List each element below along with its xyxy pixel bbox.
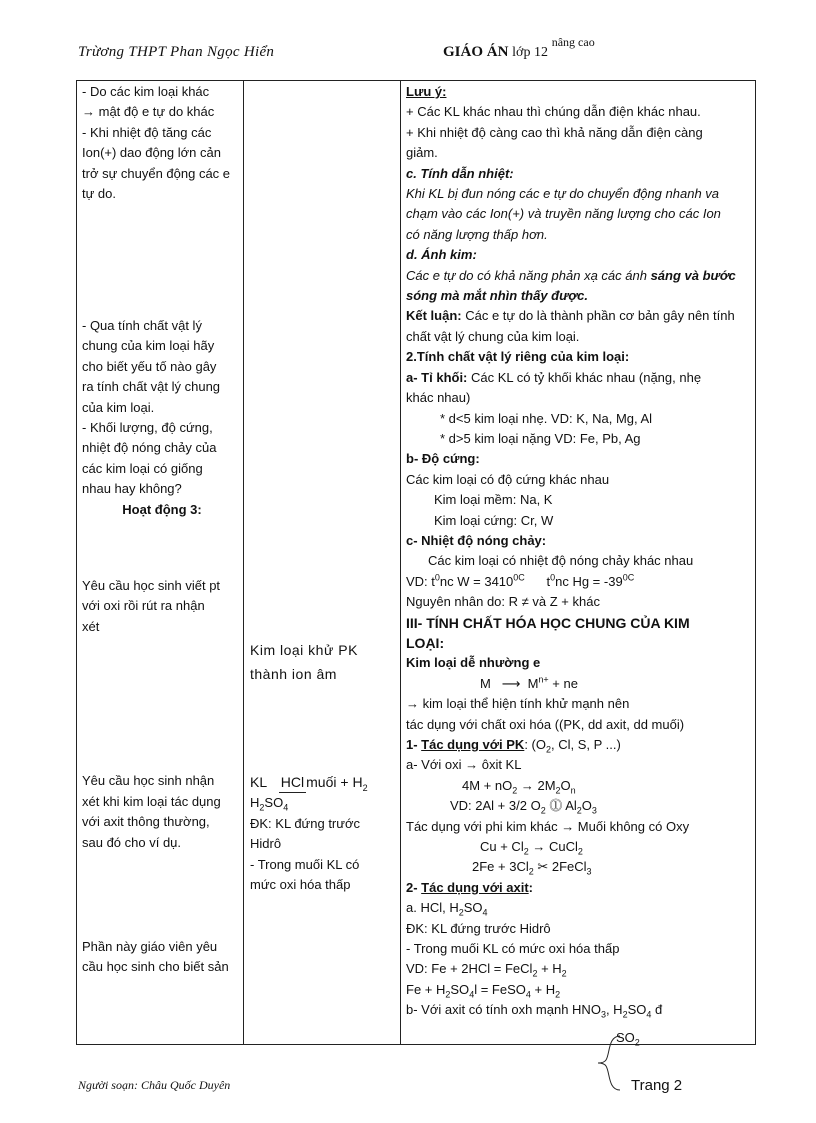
text-line: Tác dụng với phi kim khác → Muối không có Oxy bbox=[406, 818, 690, 834]
grade: lớp 12 bbox=[512, 45, 548, 60]
text-line: khác nhau) bbox=[406, 390, 471, 406]
text-line: giảm. bbox=[406, 145, 438, 161]
author-footer: Người soạn: Châu Quốc Duyên bbox=[78, 1078, 231, 1092]
text-line: Khi KL bị đun nóng các e tự do chuyển động nhanh va bbox=[406, 186, 720, 202]
text-line: tác dụng với chất oxi hóa ((PK, dd axit, dd muối) bbox=[406, 716, 685, 732]
text-line: ĐK: KL đứng trước bbox=[250, 815, 360, 831]
text-line: nhiệt độ nóng chảy của bbox=[82, 440, 217, 456]
subscript: 4 bbox=[482, 907, 488, 918]
text-line: ra tính chất vật lý chung bbox=[82, 379, 221, 395]
subscript: 2 bbox=[458, 907, 464, 918]
text: H bbox=[250, 795, 260, 811]
text-line: chạm vào các Ion(+) và truyền năng lượng cho các Ion bbox=[406, 206, 721, 222]
text-line: - Trong muối KL có mức oxi hóa thấp bbox=[406, 941, 620, 957]
text-line: chung của kim loại hãy bbox=[82, 338, 215, 354]
text: nc Hg = -39 bbox=[555, 573, 623, 589]
superscript: n+ bbox=[538, 674, 549, 685]
subscript: 2 bbox=[555, 989, 561, 1000]
text: 2- bbox=[406, 879, 422, 895]
text: sáng và bước bbox=[650, 267, 736, 283]
text-line: chất vật lý chung của kim loại. bbox=[406, 328, 580, 344]
text-line: Các kim loại có nhiệt độ nóng chảy khác nhau bbox=[428, 553, 694, 569]
subscript: 2 bbox=[540, 805, 546, 816]
text-line: mức oxi hóa thấp bbox=[250, 877, 351, 893]
text-line: với oxi rồi rút ra nhận bbox=[82, 598, 205, 614]
subscript: 4 bbox=[469, 989, 475, 1000]
equation bbox=[406, 674, 752, 694]
equation bbox=[406, 776, 752, 796]
text: ✂ 2FeCl bbox=[533, 859, 587, 875]
section-title: III- TÍNH CHẤT HÓA HỌC CHUNG CỦA KIM bbox=[406, 614, 690, 631]
text: Tác dụng với axit bbox=[421, 879, 529, 895]
section-title: b- Độ cứng: bbox=[406, 451, 480, 467]
text-line: nhau hay không? bbox=[82, 481, 182, 497]
text: : bbox=[528, 879, 534, 895]
text: l = FeSO bbox=[474, 981, 526, 997]
text-line: * d<5 kim loại nhẹ. VD: K, Na, Mg, Al bbox=[440, 410, 653, 426]
subscript: 3 bbox=[591, 805, 597, 816]
equation bbox=[406, 980, 752, 1000]
text-line bbox=[406, 368, 752, 388]
hcl-label: HCl bbox=[280, 774, 305, 790]
text: Các e tự do có khả năng phản xạ các ánh bbox=[406, 267, 651, 283]
conclusion bbox=[406, 306, 752, 326]
text-line: Kim loại mềm: Na, K bbox=[434, 492, 553, 508]
subscript: n bbox=[570, 785, 576, 796]
page-number: Trang 2 bbox=[631, 1077, 683, 1094]
activity-block-1 bbox=[82, 82, 242, 204]
text-line: + Khi nhiệt độ càng cao thì khả năng dẫn điện càng bbox=[406, 124, 703, 140]
h2so4-label bbox=[250, 793, 395, 813]
text-line: a- Với oxi → ôxit KL bbox=[406, 757, 522, 773]
text-line: tự do. bbox=[82, 186, 116, 202]
subscript: 2 bbox=[555, 785, 561, 796]
arrow-icon: ⟶ bbox=[501, 675, 521, 691]
subscript: 3 bbox=[600, 1009, 606, 1020]
column-divider-2 bbox=[400, 80, 401, 1045]
text: O bbox=[560, 777, 571, 793]
text: SO bbox=[616, 1030, 635, 1045]
text: Tác dụng với PK bbox=[421, 737, 525, 752]
activity-block-2 bbox=[82, 316, 242, 520]
text: O bbox=[581, 798, 592, 814]
subscript: 2 bbox=[634, 1037, 640, 1048]
text-line: xét khi kim loại tác dụng bbox=[82, 793, 221, 809]
acid-note bbox=[250, 772, 395, 895]
text: → 2M bbox=[517, 777, 556, 793]
text: + H bbox=[530, 981, 556, 997]
text-line bbox=[406, 898, 752, 918]
text: M bbox=[480, 675, 491, 691]
equation bbox=[406, 837, 752, 857]
text-line bbox=[406, 572, 752, 592]
equation bbox=[406, 796, 752, 816]
student-activity-column bbox=[250, 82, 395, 895]
subscript: 2 bbox=[546, 744, 552, 755]
text: Các e tự do là thành phần cơ bản gây nên tính bbox=[461, 308, 735, 324]
text: Các KL có tỷ khối khác nhau (nặng, nhẹ bbox=[467, 369, 702, 385]
subscript: 4 bbox=[283, 803, 289, 813]
subscript: 2 bbox=[576, 805, 582, 816]
section-title: c. Tính dẫn nhiệt: bbox=[406, 165, 514, 181]
activity-block-3 bbox=[82, 576, 242, 637]
text-line bbox=[406, 266, 752, 286]
text: đ bbox=[651, 1002, 663, 1018]
text: SO bbox=[450, 981, 470, 997]
curly-brace-icon bbox=[596, 1034, 626, 1092]
text: b- Với axit có tính oxh mạnh HNO bbox=[406, 1002, 601, 1018]
reaction-arrow bbox=[279, 772, 306, 793]
subscript: 2 bbox=[577, 846, 583, 857]
text: VD: t bbox=[406, 573, 435, 589]
superscript: 0C bbox=[622, 572, 635, 583]
text-line: - Qua tính chất vật lý bbox=[82, 318, 202, 333]
section-title bbox=[406, 735, 752, 755]
column-divider-1 bbox=[243, 80, 244, 1045]
text-line: Phần này giáo viên yêu bbox=[82, 938, 218, 954]
product-label: muối + H bbox=[306, 774, 363, 790]
text: : (O bbox=[524, 737, 546, 752]
text-line: trở sự chuyển động các e bbox=[82, 165, 231, 181]
subscript: 2 bbox=[532, 969, 538, 980]
superscript: 0C bbox=[513, 572, 525, 583]
text-line: Ion(+) dao động lớn cản bbox=[82, 145, 221, 161]
school-name: Trừơng THPT Phan Ngọc Hiển bbox=[78, 44, 275, 60]
subscript: 2 bbox=[523, 846, 529, 857]
text-line: Các kim loại có độ cứng khác nhau bbox=[406, 471, 610, 487]
text: , H bbox=[605, 1002, 623, 1018]
subscript: 2 bbox=[528, 867, 534, 878]
text-line: sóng mà mắt nhìn thấy được. bbox=[406, 288, 588, 304]
section-title: LOẠI: bbox=[406, 634, 445, 651]
text: Al bbox=[565, 798, 577, 814]
kl-label: KL bbox=[250, 774, 268, 790]
text-line: - Trong muối KL có bbox=[250, 856, 360, 872]
text-line: → mật độ e tự do khác bbox=[82, 104, 215, 120]
text: nc W = 3410 bbox=[439, 573, 514, 589]
text-line: * d>5 kim loại nặng VD: Fe, Pb, Ag bbox=[440, 430, 641, 446]
text: , Cl, S, P ...) bbox=[551, 737, 621, 752]
section-title: d. Ánh kim: bbox=[406, 247, 477, 263]
reaction-symbol-icon: ⓵ bbox=[545, 798, 566, 814]
text-line: Nguyên nhân do: R ≠ và Z + khác bbox=[406, 594, 600, 610]
text-line: cầu học sinh cho biết sản bbox=[82, 959, 229, 975]
text: a. HCl, H bbox=[406, 900, 459, 916]
content-column bbox=[406, 82, 752, 1021]
text-line: thành ion âm bbox=[250, 666, 337, 682]
text: → CuCl bbox=[528, 839, 578, 855]
title: GIÁO ÁN bbox=[443, 44, 509, 60]
text-line: với axit thông thường, bbox=[82, 814, 210, 830]
text: Cu + Cl bbox=[480, 839, 524, 855]
text: 2Fe + 3Cl bbox=[472, 859, 529, 875]
text: VD: 2Al + 3/2 O bbox=[450, 798, 541, 814]
subscript: 2 bbox=[622, 1009, 628, 1020]
equation bbox=[406, 959, 752, 979]
text: 4M + nO bbox=[462, 777, 513, 793]
text: SO bbox=[264, 795, 284, 811]
text-line: - Khi nhiệt độ tăng các bbox=[82, 124, 212, 140]
text-line: Kim loại cứng: Cr, W bbox=[434, 512, 554, 528]
subscript: 2 bbox=[561, 969, 567, 980]
text: 1- bbox=[406, 737, 422, 752]
text: SO bbox=[627, 1002, 647, 1018]
subscript: 2 bbox=[512, 785, 518, 796]
section-title bbox=[406, 878, 752, 898]
text-line: của kim loại. bbox=[82, 399, 155, 415]
note-title: Lưu ý: bbox=[406, 84, 447, 99]
subscript: 2 bbox=[445, 989, 451, 1000]
subscript: 4 bbox=[525, 989, 531, 1000]
teacher-activity-column bbox=[82, 82, 242, 978]
text-line: + Các KL khác nhau thì chúng dẫn điện khác nhau. bbox=[406, 104, 701, 120]
lesson-plan-title bbox=[443, 35, 595, 61]
superscript: 0 bbox=[550, 572, 556, 583]
conclusion-label: Kết luận: bbox=[406, 308, 462, 324]
text-line: Yêu cầu học sinh nhận bbox=[82, 773, 215, 789]
text: t bbox=[546, 573, 551, 589]
text: SO bbox=[463, 900, 483, 916]
text-line: có năng lượng thấp hơn. bbox=[406, 226, 548, 242]
equation bbox=[406, 857, 752, 877]
section-title: 2.Tính chất vật lý riêng của kim loại: bbox=[406, 349, 630, 365]
text-line: Yêu cầu học sinh viết pt bbox=[82, 578, 221, 594]
text: M bbox=[527, 675, 539, 691]
text: Fe + H bbox=[406, 981, 446, 997]
section-title: c- Nhiệt độ nóng chảy: bbox=[406, 532, 547, 548]
text-line: Kim loại khử PK bbox=[250, 642, 358, 658]
subscript: 2 bbox=[362, 782, 368, 793]
activity-block-4 bbox=[82, 771, 242, 853]
text-line bbox=[406, 1000, 752, 1020]
text-line: Kim loại dễ nhường e bbox=[406, 655, 541, 671]
text-line: → kim loại thể hiện tính khử mạnh nên bbox=[406, 696, 630, 712]
subscript: 4 bbox=[646, 1009, 652, 1020]
pk-note bbox=[250, 638, 395, 686]
text-line: sau đó cho ví dụ. bbox=[82, 834, 182, 850]
text-line: xét bbox=[82, 618, 100, 634]
activity-heading: Hoạt động 3: bbox=[122, 501, 202, 517]
text-line: cho biết yếu tố nào gây bbox=[82, 358, 217, 374]
level: nâng cao bbox=[551, 35, 595, 49]
text-line: ĐK: KL đứng trước Hidrô bbox=[406, 920, 551, 936]
text: + H bbox=[537, 961, 562, 977]
activity-block-5 bbox=[82, 937, 242, 978]
acid-formula bbox=[250, 772, 395, 793]
text-line: - Khối lượng, độ cứng, bbox=[82, 420, 213, 436]
subscript: 3 bbox=[586, 867, 592, 878]
text: + ne bbox=[548, 675, 578, 691]
text-line: các kim loại có giống bbox=[82, 460, 203, 476]
label: a- Tỉ khối: bbox=[406, 369, 468, 385]
text: VD: Fe + 2HCl = FeCl bbox=[406, 961, 533, 977]
text-line: - Do các kim loại khác bbox=[82, 84, 210, 99]
subscript: 2 bbox=[259, 803, 265, 813]
superscript: 0 bbox=[434, 572, 440, 583]
text-line: Hidrô bbox=[250, 836, 282, 852]
